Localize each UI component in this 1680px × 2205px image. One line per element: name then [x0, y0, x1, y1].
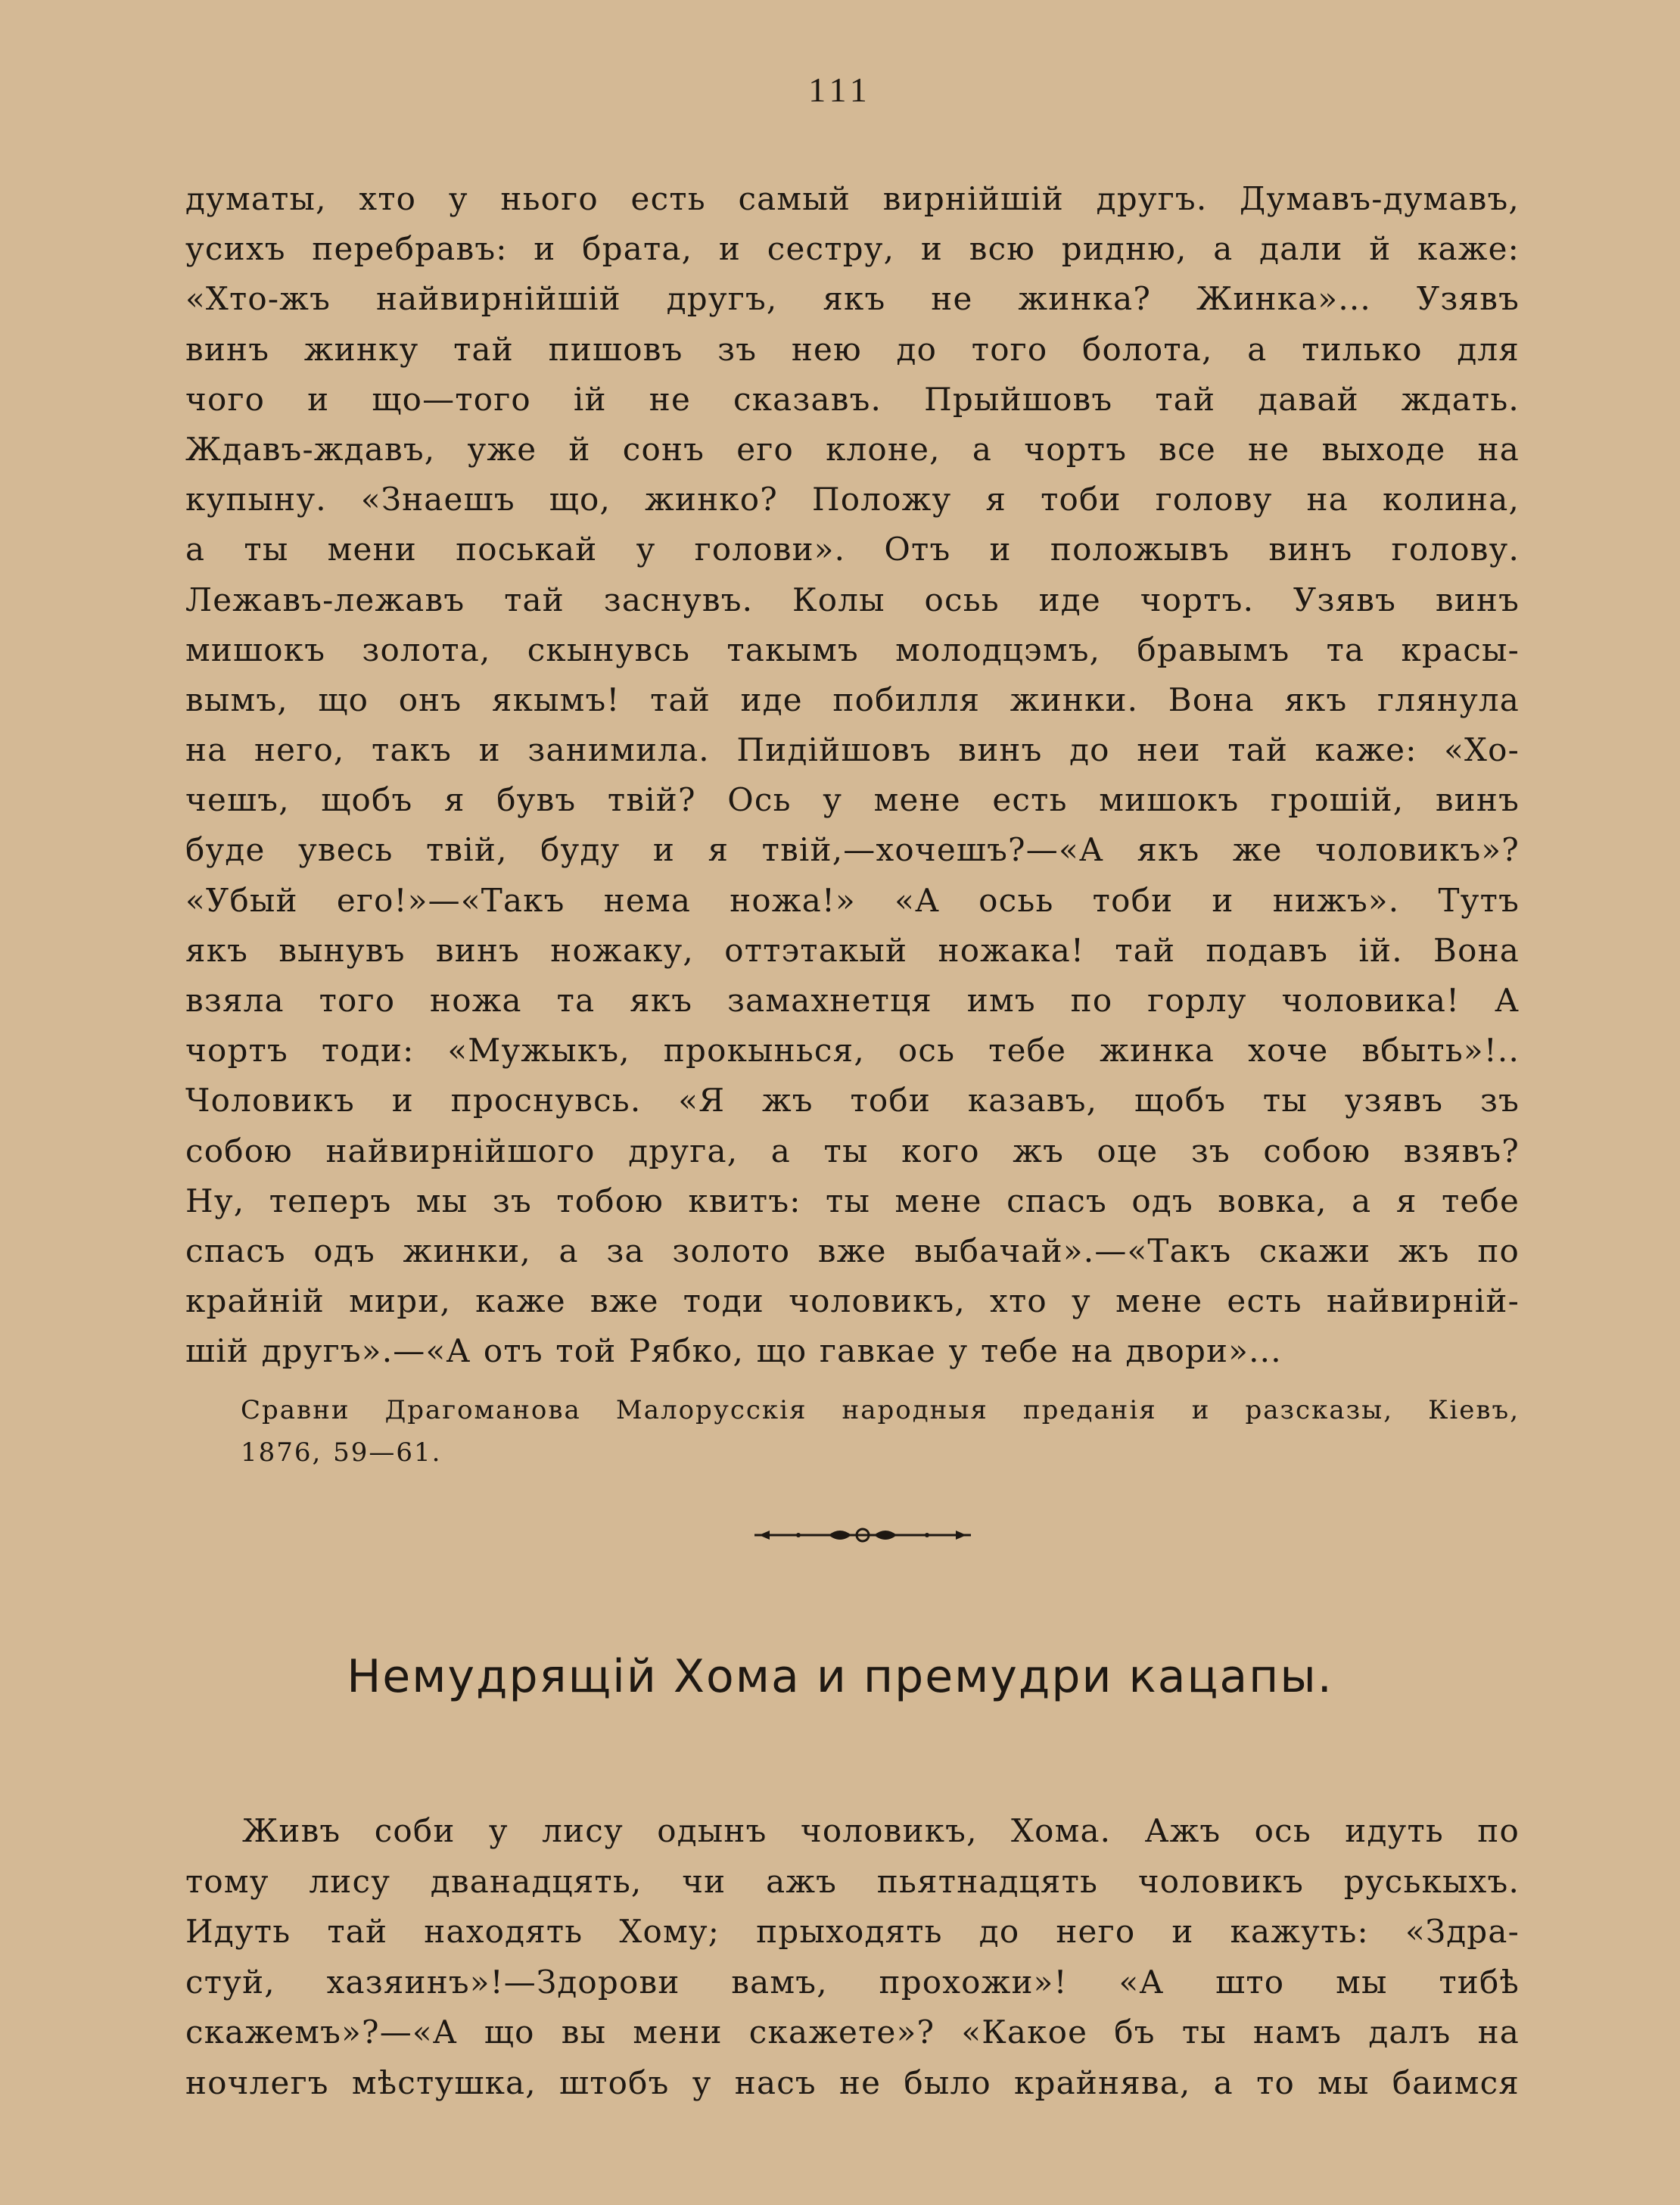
text-line: крайній мири, каже вже тоди чоловикъ, хто у мене есть найвирній-: [185, 1282, 1520, 1320]
text-line: стуй, хазяинъ»!—Здорови вамъ, прохожи»! «А што мы тибѣ: [185, 1963, 1520, 2001]
text-line: винъ жинку тай пишовъ зъ нею до того болота, а тилько для: [185, 330, 1520, 368]
text-line: собою найвирнійшого друга, а ты кого жъ оце зъ собою взявъ?: [185, 1132, 1520, 1169]
text-line: Идуть тай находять Хому; прыходять до него и кажуть: «Здра-: [185, 1913, 1520, 1950]
text-line: тому лису дванадцять, чи ажъ пьятнадцять чоловикъ руськыхъ.: [185, 1862, 1520, 1900]
page-number: 111: [808, 70, 872, 109]
text-line: Живъ соби у лису одынъ чоловикъ, Хома. Ажъ ось идуть по: [242, 1812, 1520, 1849]
text-line: чого и що—того ій не сказавъ. Прыйшовъ тай давай ждать.: [185, 380, 1520, 418]
story-title: Немудрящій Хома и премудри кацапы.: [347, 1650, 1333, 1703]
new-story-text: [185, 1806, 1520, 2108]
text-line: спасъ одъ жинки, а за золото вже выбачай».—«Такъ скажи жъ по: [185, 1232, 1520, 1269]
text-line: скажемъ»?—«А що вы мени скажете»? «Какое бъ ты намъ далъ на: [185, 2013, 1520, 2051]
text-line: а ты мени поськай у голови». Отъ и положывъ винъ голову.: [185, 531, 1520, 568]
text-line: «Хто-жъ найвирнійшій другъ, якъ не жинка? Жинка»... Узявъ: [185, 280, 1520, 318]
text-line: якъ вынувъ винъ ножаку, оттэтакый ножака! тай подавъ ій. Вона: [185, 931, 1520, 969]
text-line: Ну, теперъ мы зъ тобою квитъ: ты мене спасъ одъ вовка, а я тебе: [185, 1182, 1520, 1219]
text-line: думаты, хто у нього есть самый вирнійшій другъ. Думавъ-думавъ,: [185, 180, 1520, 217]
story-continuation: [185, 174, 1520, 1377]
text-line: Ждавъ-ждавъ, уже й сонъ его клоне, а чортъ все не выходе на: [185, 430, 1520, 468]
text-line: буде увесь твій, буду и я твій,—хочешъ?—«А якъ же чоловикъ»?: [185, 831, 1520, 869]
text-line: мишокъ золота, скынувсь такымъ молодцэмъ, бравымъ та красы-: [185, 631, 1520, 668]
source-footnote: [241, 1389, 1520, 1474]
text-line: чортъ тоди: «Мужыкъ, прокынься, ось тебе жинка хоче вбыть»!..: [185, 1032, 1520, 1070]
text-line: шій другъ».—«А отъ той Рябко, що гавкае у тебе на двори»...: [185, 1332, 1282, 1370]
footnote-line: 1876, 59—61.: [241, 1437, 442, 1468]
text-line: взяла того ножа та якъ замахнетця имъ по горлу чоловика! А: [185, 982, 1520, 1019]
text-line: усихъ перебравъ: и брата, и сестру, и всю ридню, а дали й каже:: [185, 230, 1520, 268]
text-line: ночлегъ мѣстушка, штобъ у насъ не было крайнява, а то мы баимся: [185, 2063, 1520, 2101]
text-line: Лежавъ-лежавъ тай заснувъ. Колы осьь иде чортъ. Узявъ винъ: [185, 581, 1520, 618]
text-line: на него, такъ и занимила. Пидійшовъ винъ до неи тай каже: «Хо-: [185, 731, 1520, 769]
text-line: «Убый его!»—«Такъ нема ножа!» «А осьь тоби и нижъ». Тутъ: [185, 881, 1520, 919]
text-line: вымъ, що онъ якымъ! тай иде побилля жинки. Вона якъ глянула: [185, 680, 1520, 718]
divider-ornament: [753, 1524, 972, 1546]
text-line: купыну. «Знаешъ що, жинко? Положу я тоби голову на колина,: [185, 481, 1520, 519]
footnote-line: Сравни Драгоманова Малорусскія народныя преданія и разсказы, Кіевъ,: [241, 1395, 1520, 1425]
text-line: чешъ, щобъ я бувъ твій? Ось у мене есть мишокъ грошій, винъ: [185, 781, 1520, 819]
text-line: Чоловикъ и проснувсь. «Я жъ тоби казавъ, щобъ ты узявъ зъ: [185, 1082, 1520, 1120]
